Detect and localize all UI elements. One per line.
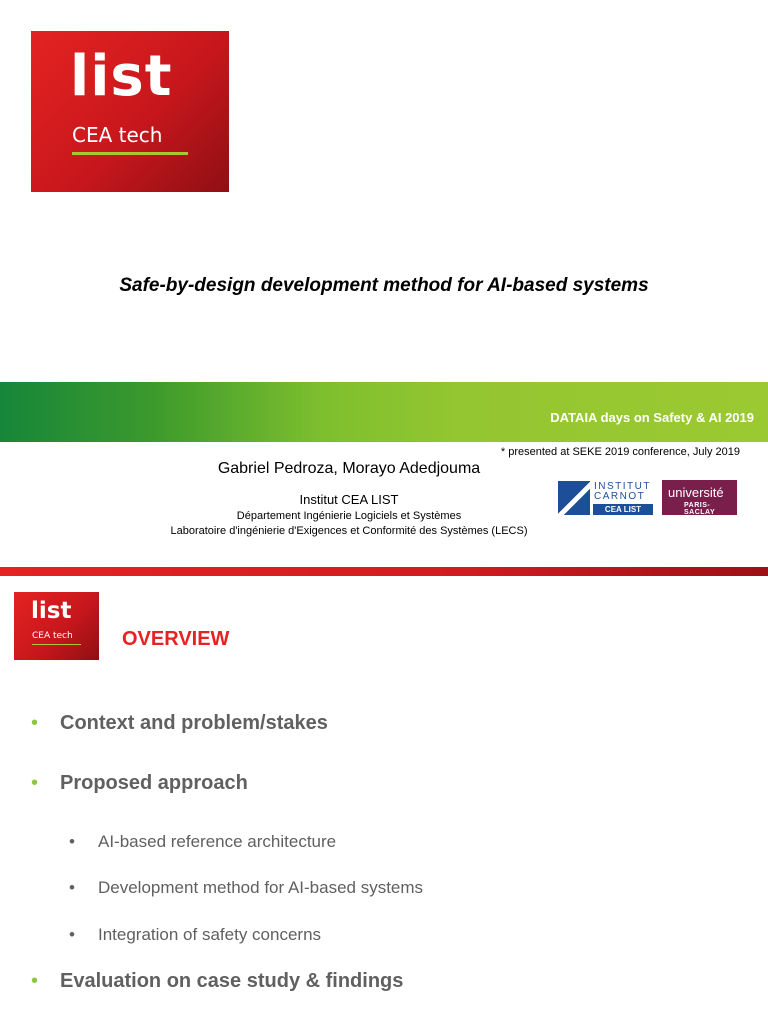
presented-note: * presented at SEKE 2019 conference, July 2019 <box>500 446 740 458</box>
bullet-item <box>31 772 248 795</box>
bullet-dot-icon: • <box>31 712 39 734</box>
list-cea-tech-logo-small <box>14 592 99 660</box>
logo-underline <box>72 152 188 155</box>
authors: Gabriel Pedroza, Morayo Adedjouma <box>217 460 481 477</box>
laboratory: Laboratoire d'ingénierie d'Exigences et Conformité des Systèmes (LECS) <box>170 525 528 537</box>
logo-word: list <box>70 44 173 109</box>
institute: Institut CEA LIST <box>299 492 399 507</box>
bullet-item <box>31 712 328 735</box>
logo-small-subtitle: CEA tech <box>32 631 73 641</box>
sub-bullet-item <box>69 925 322 945</box>
carnot-line3: CEA LIST <box>593 504 653 515</box>
bullet-item <box>31 970 404 993</box>
sub-bullet-text: AI-based reference architecture <box>98 832 337 851</box>
sub-bullet-text: Development method for AI-based systems <box>98 878 424 897</box>
department: Département Ingénierie Logiciels et Systèmes <box>236 510 462 522</box>
bullet-text: Evaluation on case study & findings <box>60 970 404 992</box>
sub-bullet-dot-icon: • <box>69 878 75 897</box>
carnot-line1: INSTITUT <box>594 481 651 492</box>
event-label: DATAIA days on Safety & AI 2019 <box>550 410 754 425</box>
list-cea-tech-logo <box>31 31 229 192</box>
sub-bullet-item <box>69 832 337 852</box>
sub-bullet-text: Integration of safety concerns <box>98 925 322 944</box>
logo-small-underline <box>32 644 81 645</box>
univ-line1: université <box>668 485 724 500</box>
sub-bullet-dot-icon: • <box>69 832 75 851</box>
univ-line2: PARIS-SACLAY <box>684 502 716 516</box>
bullet-dot-icon: • <box>31 970 39 992</box>
sub-bullet-dot-icon: • <box>69 925 75 944</box>
overview-heading: OVERVIEW <box>122 628 230 650</box>
slide-title: Safe-by-design development method for AI-based systems <box>119 275 649 296</box>
bullet-dot-icon: • <box>31 772 39 794</box>
logo-small-word: list <box>31 598 72 624</box>
bullet-text: Proposed approach <box>60 772 248 794</box>
sub-bullet-item <box>69 878 424 898</box>
bullet-text: Context and problem/stakes <box>60 712 328 734</box>
institut-carnot-logo <box>558 481 654 515</box>
logo-subtitle: CEA tech <box>72 123 163 147</box>
carnot-mark-icon <box>558 481 590 515</box>
carnot-line2: CARNOT <box>594 491 646 502</box>
universite-paris-saclay-logo <box>662 480 737 515</box>
slide-divider <box>0 567 768 576</box>
